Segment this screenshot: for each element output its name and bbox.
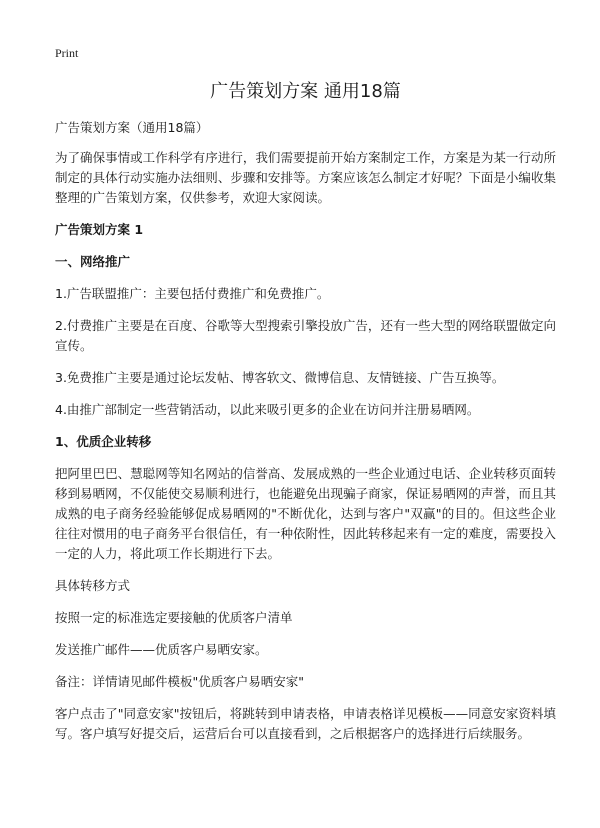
method-title: 具体转移方式 xyxy=(55,578,131,593)
part-1-heading: 一、网络推广 xyxy=(55,254,131,269)
list-item: 2.付费推广主要是在百度、谷歌等大型搜索引擎投放广告，还有一些大型的网络联盟做定向宣传。 xyxy=(55,318,556,353)
document-title: 广告策划方案 通用18篇 xyxy=(210,81,401,102)
part-2-heading: 1、优质企业转移 xyxy=(55,434,152,449)
list-item: 4.由推广部制定一些营销活动，以此来吸引更多的企业在访问并注册易晒网。 xyxy=(55,402,480,417)
part-2-body: 把阿里巴巴、慧聪网等知名网站的信誉高、发展成熟的一些企业通过电话、企业转移页面转移到易晒网，不仅能使交易顺利进行，也能避免出现骗子商家，保证易晒网的声誉，而且其成熟的电子商务经验能够促成易晒网的"不断优化，达到与客户"双赢"的目的。但这些企业往往对惯用的电子商务平台很信任，有一种依附性，因此转移起来有一定的难度，需要投入一定的人力，将此项工作长期进行下去。 xyxy=(55,466,556,561)
document-subtitle: 广告策划方案（通用18篇） xyxy=(55,120,209,135)
intro-paragraph: 为了确保事情或工作科学有序进行，我们需要提前开始方案制定工作，方案是为某一行动所制定的具体行动实施办法细则、步骤和安排等。方案应该怎么制定才好呢？下面是小编收集整理的广告策划方案，仅供参考，欢迎大家阅读。 xyxy=(55,150,556,205)
section-1-title: 广告策划方案 1 xyxy=(55,222,144,237)
method-step-1: 按照一定的标准选定要接触的优质客户清单 xyxy=(55,610,293,625)
list-item: 3.免费推广主要是通过论坛发帖、博客软文、微博信息、友情链接、广告互换等。 xyxy=(55,370,505,385)
method-step-3: 客户点击了"同意安家"按钮后，将跳转到申请表格，申请表格详见模板——同意安家资料填写。客户填写好提交后，运营后台可以直接看到，之后根据客户的选择进行后续服务。 xyxy=(55,706,556,741)
method-step-2: 发送推广邮件——优质客户易晒安家。 xyxy=(55,642,268,657)
list-item: 1.广告联盟推广：主要包括付费推广和免费推广。 xyxy=(55,286,330,301)
method-note: 备注：详情请见邮件模板"优质客户易晒安家" xyxy=(55,674,304,689)
print-label: Print xyxy=(55,46,79,60)
